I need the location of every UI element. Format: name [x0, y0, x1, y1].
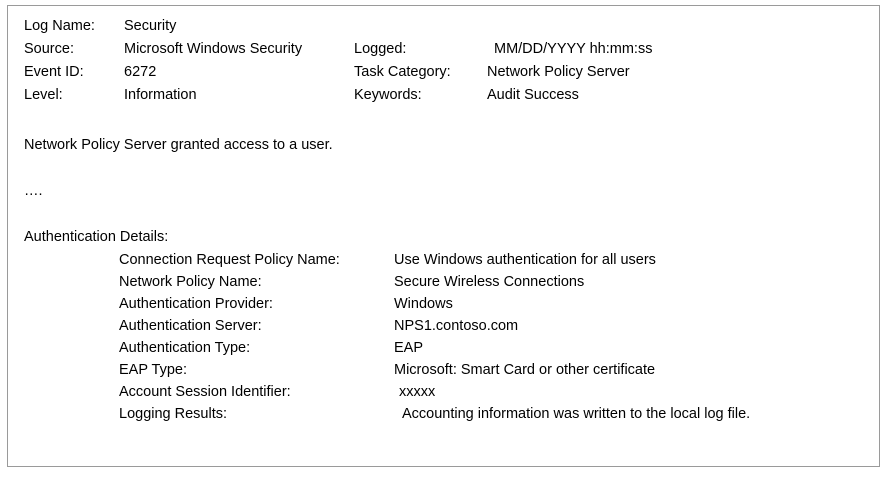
log-name-value: Security	[124, 18, 177, 34]
eap-type-label: EAP Type:	[119, 362, 187, 378]
source-value: Microsoft Windows Security	[124, 41, 303, 57]
authentication-server-value: NPS1.contoso.com	[394, 318, 519, 334]
keywords-label: Keywords:	[354, 87, 422, 103]
event-details-panel	[7, 5, 880, 467]
event-id-value: 6272	[124, 64, 157, 80]
detail-row	[24, 385, 863, 407]
authentication-provider-label: Authentication Provider:	[119, 296, 273, 312]
task-category-label: Task Category:	[354, 64, 451, 80]
keywords-value: Audit Success	[487, 87, 579, 103]
event-details-content	[8, 6, 879, 429]
logged-value: MM/DD/YYYY hh:mm:ss	[494, 41, 653, 57]
event-header-row-level	[24, 88, 863, 111]
event-header-row-source	[24, 42, 863, 65]
spacer-after-header	[24, 111, 863, 138]
event-id-label: Event ID:	[24, 64, 84, 80]
network-policy-name-label: Network Policy Name:	[119, 274, 262, 290]
logging-results-label: Logging Results:	[119, 406, 228, 422]
detail-row	[24, 363, 863, 385]
account-session-identifier-label: Account Session Identifier:	[119, 384, 291, 400]
event-ellipsis: ….	[24, 183, 43, 199]
event-header-row-log-name	[24, 19, 863, 42]
detail-row	[24, 319, 863, 341]
account-session-identifier-value: xxxxx	[399, 384, 436, 400]
detail-row	[24, 253, 863, 275]
detail-row	[24, 407, 863, 429]
level-label: Level:	[24, 87, 63, 103]
detail-row	[24, 275, 863, 297]
authentication-details-heading: Authentication Details:	[24, 229, 169, 245]
connection-request-policy-name-label: Connection Request Policy Name:	[119, 252, 340, 268]
task-category-value: Network Policy Server	[487, 64, 630, 80]
authentication-type-label: Authentication Type:	[119, 340, 251, 356]
spacer-after-description	[24, 161, 863, 184]
event-header-row-event-id	[24, 65, 863, 88]
network-policy-name-value: Secure Wireless Connections	[394, 274, 585, 290]
log-name-label: Log Name:	[24, 18, 95, 34]
logging-results-value: Accounting information was written to the local log file.	[402, 406, 751, 422]
authentication-type-value: EAP	[394, 340, 424, 356]
authentication-server-label: Authentication Server:	[119, 318, 262, 334]
authentication-provider-value: Windows	[394, 296, 453, 312]
source-label: Source:	[24, 41, 74, 57]
spacer-after-ellipsis	[24, 207, 863, 230]
connection-request-policy-name-value: Use Windows authentication for all users	[394, 252, 656, 268]
event-description: Network Policy Server granted access to a user.	[24, 137, 333, 153]
detail-row	[24, 297, 863, 319]
logged-label: Logged:	[354, 41, 407, 57]
detail-row	[24, 341, 863, 363]
level-value: Information	[124, 87, 197, 103]
eap-type-value: Microsoft: Smart Card or other certificate	[394, 362, 656, 378]
